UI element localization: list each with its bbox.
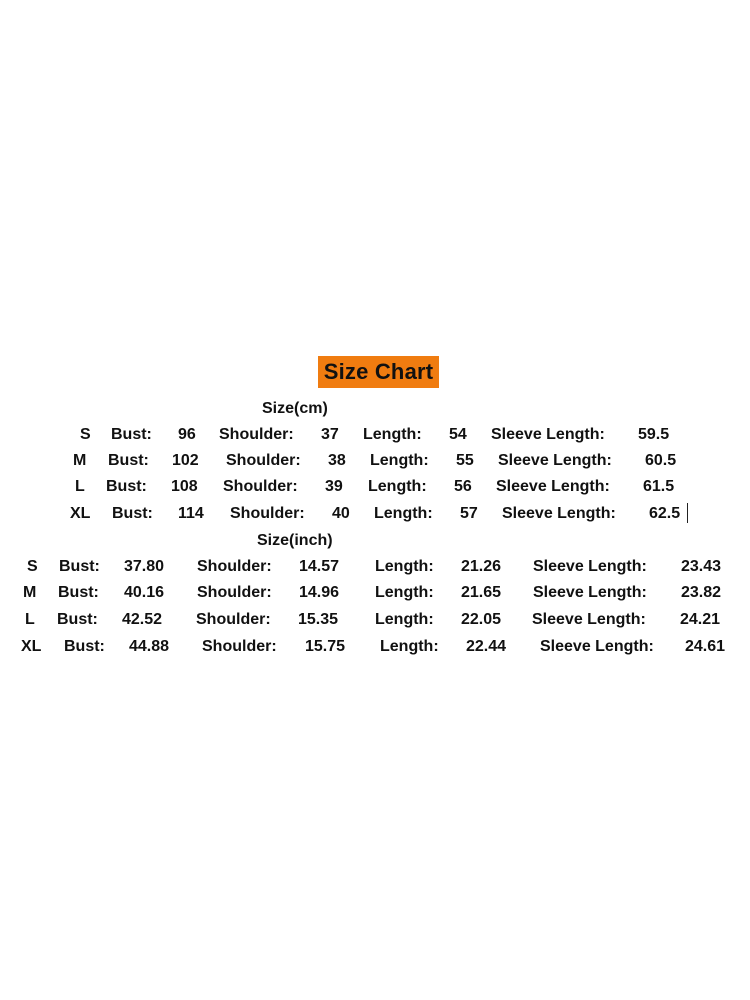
- sleeve-value: 23.43: [681, 558, 722, 575]
- sleeve-value: 24.61: [685, 638, 726, 655]
- length-label: Length:: [375, 584, 434, 601]
- length-label: Length:: [375, 558, 434, 575]
- bust-label: Bust:: [106, 478, 147, 495]
- sleeve-label: Sleeve Length:: [533, 558, 647, 575]
- bust-value: 37.80: [124, 558, 165, 575]
- length-label: Length:: [368, 478, 427, 495]
- size-label: S: [27, 558, 38, 575]
- sleeve-label: Sleeve Length:: [491, 426, 605, 443]
- bust-value: 108: [171, 478, 198, 495]
- bust-label: Bust:: [57, 611, 98, 628]
- sleeve-label: Sleeve Length:: [532, 611, 646, 628]
- shoulder-value: 40: [332, 505, 350, 522]
- bust-label: Bust:: [111, 426, 152, 443]
- bust-label: Bust:: [108, 452, 149, 469]
- shoulder-value: 39: [325, 478, 343, 495]
- sleeve-value: 24.21: [680, 611, 721, 628]
- bust-label: Bust:: [58, 584, 99, 601]
- size-label: M: [23, 584, 37, 601]
- length-label: Length:: [363, 426, 422, 443]
- sleeve-value: 62.5: [649, 505, 681, 522]
- length-value: 21.26: [461, 558, 502, 575]
- sleeve-value: 23.82: [681, 584, 722, 601]
- length-label: Length:: [380, 638, 439, 655]
- bust-value: 42.52: [122, 611, 163, 628]
- sleeve-label: Sleeve Length:: [540, 638, 654, 655]
- length-value: 22.44: [466, 638, 507, 655]
- shoulder-value: 14.96: [299, 584, 340, 601]
- shoulder-label: Shoulder:: [197, 584, 272, 601]
- shoulder-value: 15.35: [298, 611, 339, 628]
- shoulder-label: Shoulder:: [223, 478, 298, 495]
- length-label: Length:: [370, 452, 429, 469]
- bust-label: Bust:: [64, 638, 105, 655]
- sleeve-label: Sleeve Length:: [496, 478, 610, 495]
- bust-value: 102: [172, 452, 199, 469]
- size-chart-title: Size Chart: [318, 356, 439, 388]
- length-value: 57: [460, 505, 478, 522]
- sleeve-label: Sleeve Length:: [533, 584, 647, 601]
- sleeve-value: 59.5: [638, 426, 670, 443]
- sleeve-value: 61.5: [643, 478, 675, 495]
- shoulder-value: 14.57: [299, 558, 340, 575]
- shoulder-label: Shoulder:: [226, 452, 301, 469]
- size-label: L: [25, 611, 35, 628]
- bust-label: Bust:: [59, 558, 100, 575]
- shoulder-label: Shoulder:: [197, 558, 272, 575]
- bust-value: 44.88: [129, 638, 170, 655]
- bust-value: 96: [178, 426, 196, 443]
- size-label: M: [73, 452, 87, 469]
- shoulder-value: 37: [321, 426, 339, 443]
- sleeve-label: Sleeve Length:: [498, 452, 612, 469]
- size-label: XL: [21, 638, 42, 655]
- shoulder-label: Shoulder:: [202, 638, 277, 655]
- inch-heading: Size(inch): [257, 532, 333, 549]
- bust-label: Bust:: [112, 505, 153, 522]
- bust-value: 114: [178, 505, 204, 522]
- length-value: 54: [449, 426, 467, 443]
- shoulder-value: 38: [328, 452, 346, 469]
- size-label: XL: [70, 505, 91, 522]
- length-value: 21.65: [461, 584, 502, 601]
- text-cursor: [687, 503, 688, 523]
- sleeve-value: 60.5: [645, 452, 677, 469]
- size-label: L: [75, 478, 85, 495]
- size-label: S: [80, 426, 91, 443]
- shoulder-value: 15.75: [305, 638, 346, 655]
- shoulder-label: Shoulder:: [196, 611, 271, 628]
- length-value: 22.05: [461, 611, 502, 628]
- shoulder-label: Shoulder:: [219, 426, 294, 443]
- cm-heading: Size(cm): [262, 400, 328, 417]
- length-label: Length:: [374, 505, 433, 522]
- sleeve-label: Sleeve Length:: [502, 505, 616, 522]
- length-value: 56: [454, 478, 472, 495]
- length-label: Length:: [375, 611, 434, 628]
- length-value: 55: [456, 452, 474, 469]
- bust-value: 40.16: [124, 584, 165, 601]
- shoulder-label: Shoulder:: [230, 505, 305, 522]
